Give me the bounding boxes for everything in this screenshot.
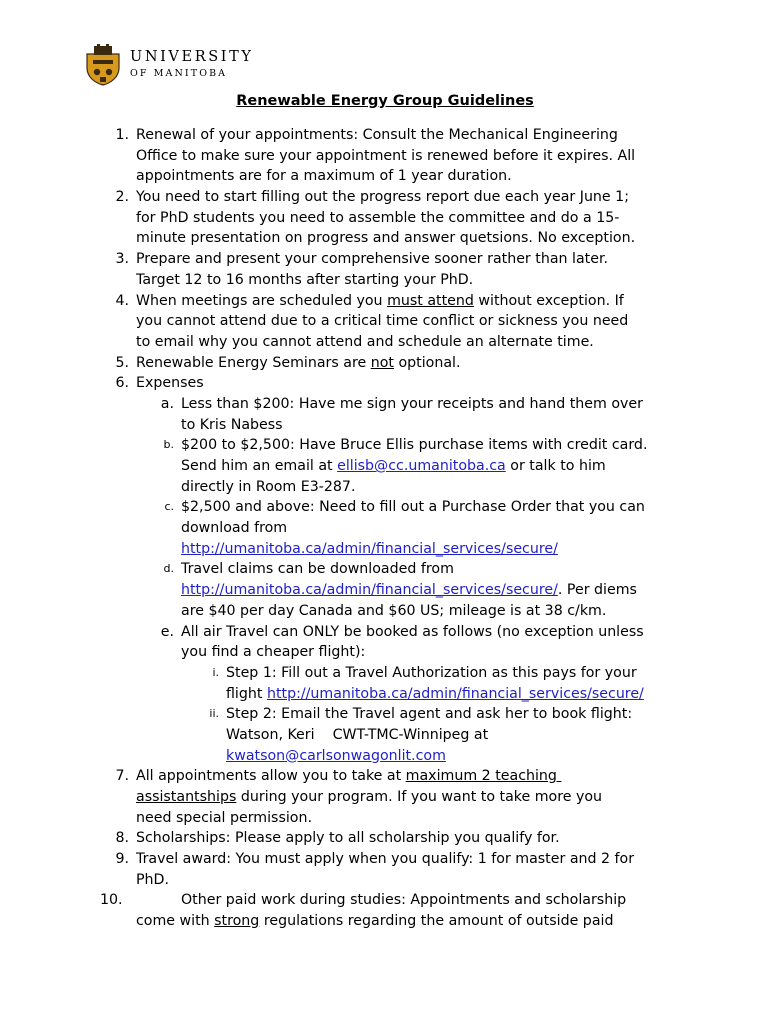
list-item-6c <box>0 497 770 518</box>
item-roman: i. <box>212 665 219 679</box>
item-number: 8. <box>115 830 129 847</box>
item-text: for PhD students you need to assemble the committee and do a 15- <box>136 209 620 226</box>
emphasis-assistantships: assistantships <box>136 789 237 805</box>
financial-services-link[interactable]: http://umanitoba.ca/admin/financial_services/secure/ <box>181 540 558 557</box>
item-text: PhD. <box>136 871 169 888</box>
item-roman: ii. <box>209 707 219 721</box>
item-number: 3. <box>115 251 129 268</box>
item-text: Less than $200: Have me sign your receipts and hand them over <box>181 395 643 412</box>
list-item-9 <box>0 849 770 870</box>
item-text: Watson, Keri CWT-TMC-Winnipeg at <box>226 726 489 743</box>
item-text: You need to start filling out the progress report due each year June 1; <box>136 189 629 206</box>
item-number: 6. <box>115 375 129 392</box>
list-item-8 <box>0 828 770 849</box>
financial-services-link[interactable]: http://umanitoba.ca/admin/financial_services/secure/ <box>181 582 558 599</box>
list-item-6 <box>0 373 770 394</box>
item-text: are $40 per day Canada and $60 US; mileage is at 38 c/km. <box>181 602 607 619</box>
item-text: All appointments allow you to take at maximum 2 teaching <box>136 768 562 785</box>
item-text: Prepare and present your comprehensive sooner rather than later. <box>136 251 608 268</box>
item-text: appointments are for a maximum of 1 year duration. <box>136 168 512 185</box>
list-item-10 <box>0 890 770 911</box>
item-number: 2. <box>115 189 129 206</box>
item-number: 9. <box>115 851 129 868</box>
item-text: download from <box>181 520 288 537</box>
item-letter: c. <box>164 500 174 514</box>
item-text: come with strong regulations regarding the amount of outside paid <box>136 913 614 930</box>
item-text: flight http://umanitoba.ca/admin/financial_services/secure/ <box>226 685 644 702</box>
item-text: Travel claims can be downloaded from <box>181 561 454 578</box>
item-text: Step 2: Email the Travel agent and ask her to book flight: <box>226 706 633 723</box>
item-text: Target 12 to 16 months after starting your PhD. <box>136 271 474 288</box>
list-item-6e-i <box>0 663 770 684</box>
item-number: 1. <box>115 127 129 143</box>
item-text: Send him an email at ellisb@cc.umanitoba.ca or talk to him <box>181 458 606 474</box>
item-text: http://umanitoba.ca/admin/financial_services/secure/. Per diems <box>181 582 637 599</box>
item-text: need special permission. <box>136 809 312 826</box>
list-item-6d <box>0 559 770 580</box>
item-text: $200 to $2,500: Have Bruce Ellis purchase items with credit card. <box>181 437 648 454</box>
list-item-5 <box>0 353 770 374</box>
item-text: assistantships during your program. If you want to take more you <box>136 789 603 805</box>
university-name-line1: UNIVERSITY <box>130 49 254 65</box>
item-text: All air Travel can ONLY be booked as follows (no exception unless <box>181 623 644 640</box>
item-text: you find a cheaper flight): <box>181 644 366 661</box>
list-item-7 <box>0 766 770 787</box>
item-letter: d. <box>163 562 174 576</box>
emphasis-max-teaching: maximum 2 teaching <box>405 768 562 785</box>
item-number: 4. <box>115 292 129 309</box>
list-item-2 <box>0 187 770 208</box>
item-text: you cannot attend due to a critical time conflict or sickness you need <box>136 313 629 330</box>
list-item-6e <box>0 622 770 643</box>
item-text: to email why you cannot attend and schedule an alternate time. <box>136 333 594 350</box>
item-text: Expenses <box>136 375 204 392</box>
emphasis-strong: strong <box>214 913 260 930</box>
item-text: minute presentation on progress and answer quetsions. No exception. <box>136 230 636 247</box>
item-text: to Kris Nabess <box>181 416 283 433</box>
item-text: Renewal of your appointments: Consult the Mechanical Engineering <box>136 127 618 143</box>
page-title: Renewable Energy Group Guidelines <box>236 93 534 109</box>
item-text: Office to make sure your appointment is renewed before it expires. All <box>136 147 636 164</box>
list-item-3 <box>0 249 770 270</box>
item-text: Renewable Energy Seminars are not optional. <box>136 354 461 371</box>
university-name-line2: OF MANITOBA <box>130 68 228 79</box>
item-text: Travel award: You must apply when you qualify: 1 for master and 2 for <box>136 851 635 868</box>
item-text: $2,500 and above: Need to fill out a Purchase Order that you can <box>181 499 645 516</box>
list-item-6b <box>0 435 770 456</box>
item-letter: b. <box>163 438 174 452</box>
item-text: directly in Room E3-287. <box>181 478 356 495</box>
list-item-4 <box>0 291 770 312</box>
item-text: Other paid work during studies: Appointments and scholarship <box>181 892 627 909</box>
list-item-6e-ii <box>0 704 770 725</box>
item-text: When meetings are scheduled you must attend without exception. If <box>136 292 624 309</box>
item-number: 10. <box>100 892 123 909</box>
item-text: Step 1: Fill out a Travel Authorization as this pays for your <box>226 664 637 681</box>
guidelines-list <box>0 125 770 932</box>
financial-services-link[interactable]: http://umanitoba.ca/admin/financial_services/secure/ <box>266 685 644 702</box>
emphasis-must-attend: must attend <box>387 292 474 309</box>
list-item-1 <box>0 125 770 146</box>
item-text: Scholarships: Please apply to all scholarship you qualify for. <box>136 830 560 847</box>
item-number: 7. <box>115 768 129 785</box>
email-link-watson[interactable]: kwatson@carlsonwagonlit.com <box>226 747 446 764</box>
item-letter: a. <box>160 395 174 412</box>
crest-icon <box>84 44 122 86</box>
item-number: 5. <box>115 354 129 371</box>
university-logo <box>84 44 254 86</box>
list-item-6a <box>0 394 770 415</box>
emphasis-not: not <box>370 354 394 371</box>
item-letter: e. <box>160 623 174 640</box>
email-link-ellis[interactable]: ellisb@cc.umanitoba.ca <box>337 458 506 474</box>
